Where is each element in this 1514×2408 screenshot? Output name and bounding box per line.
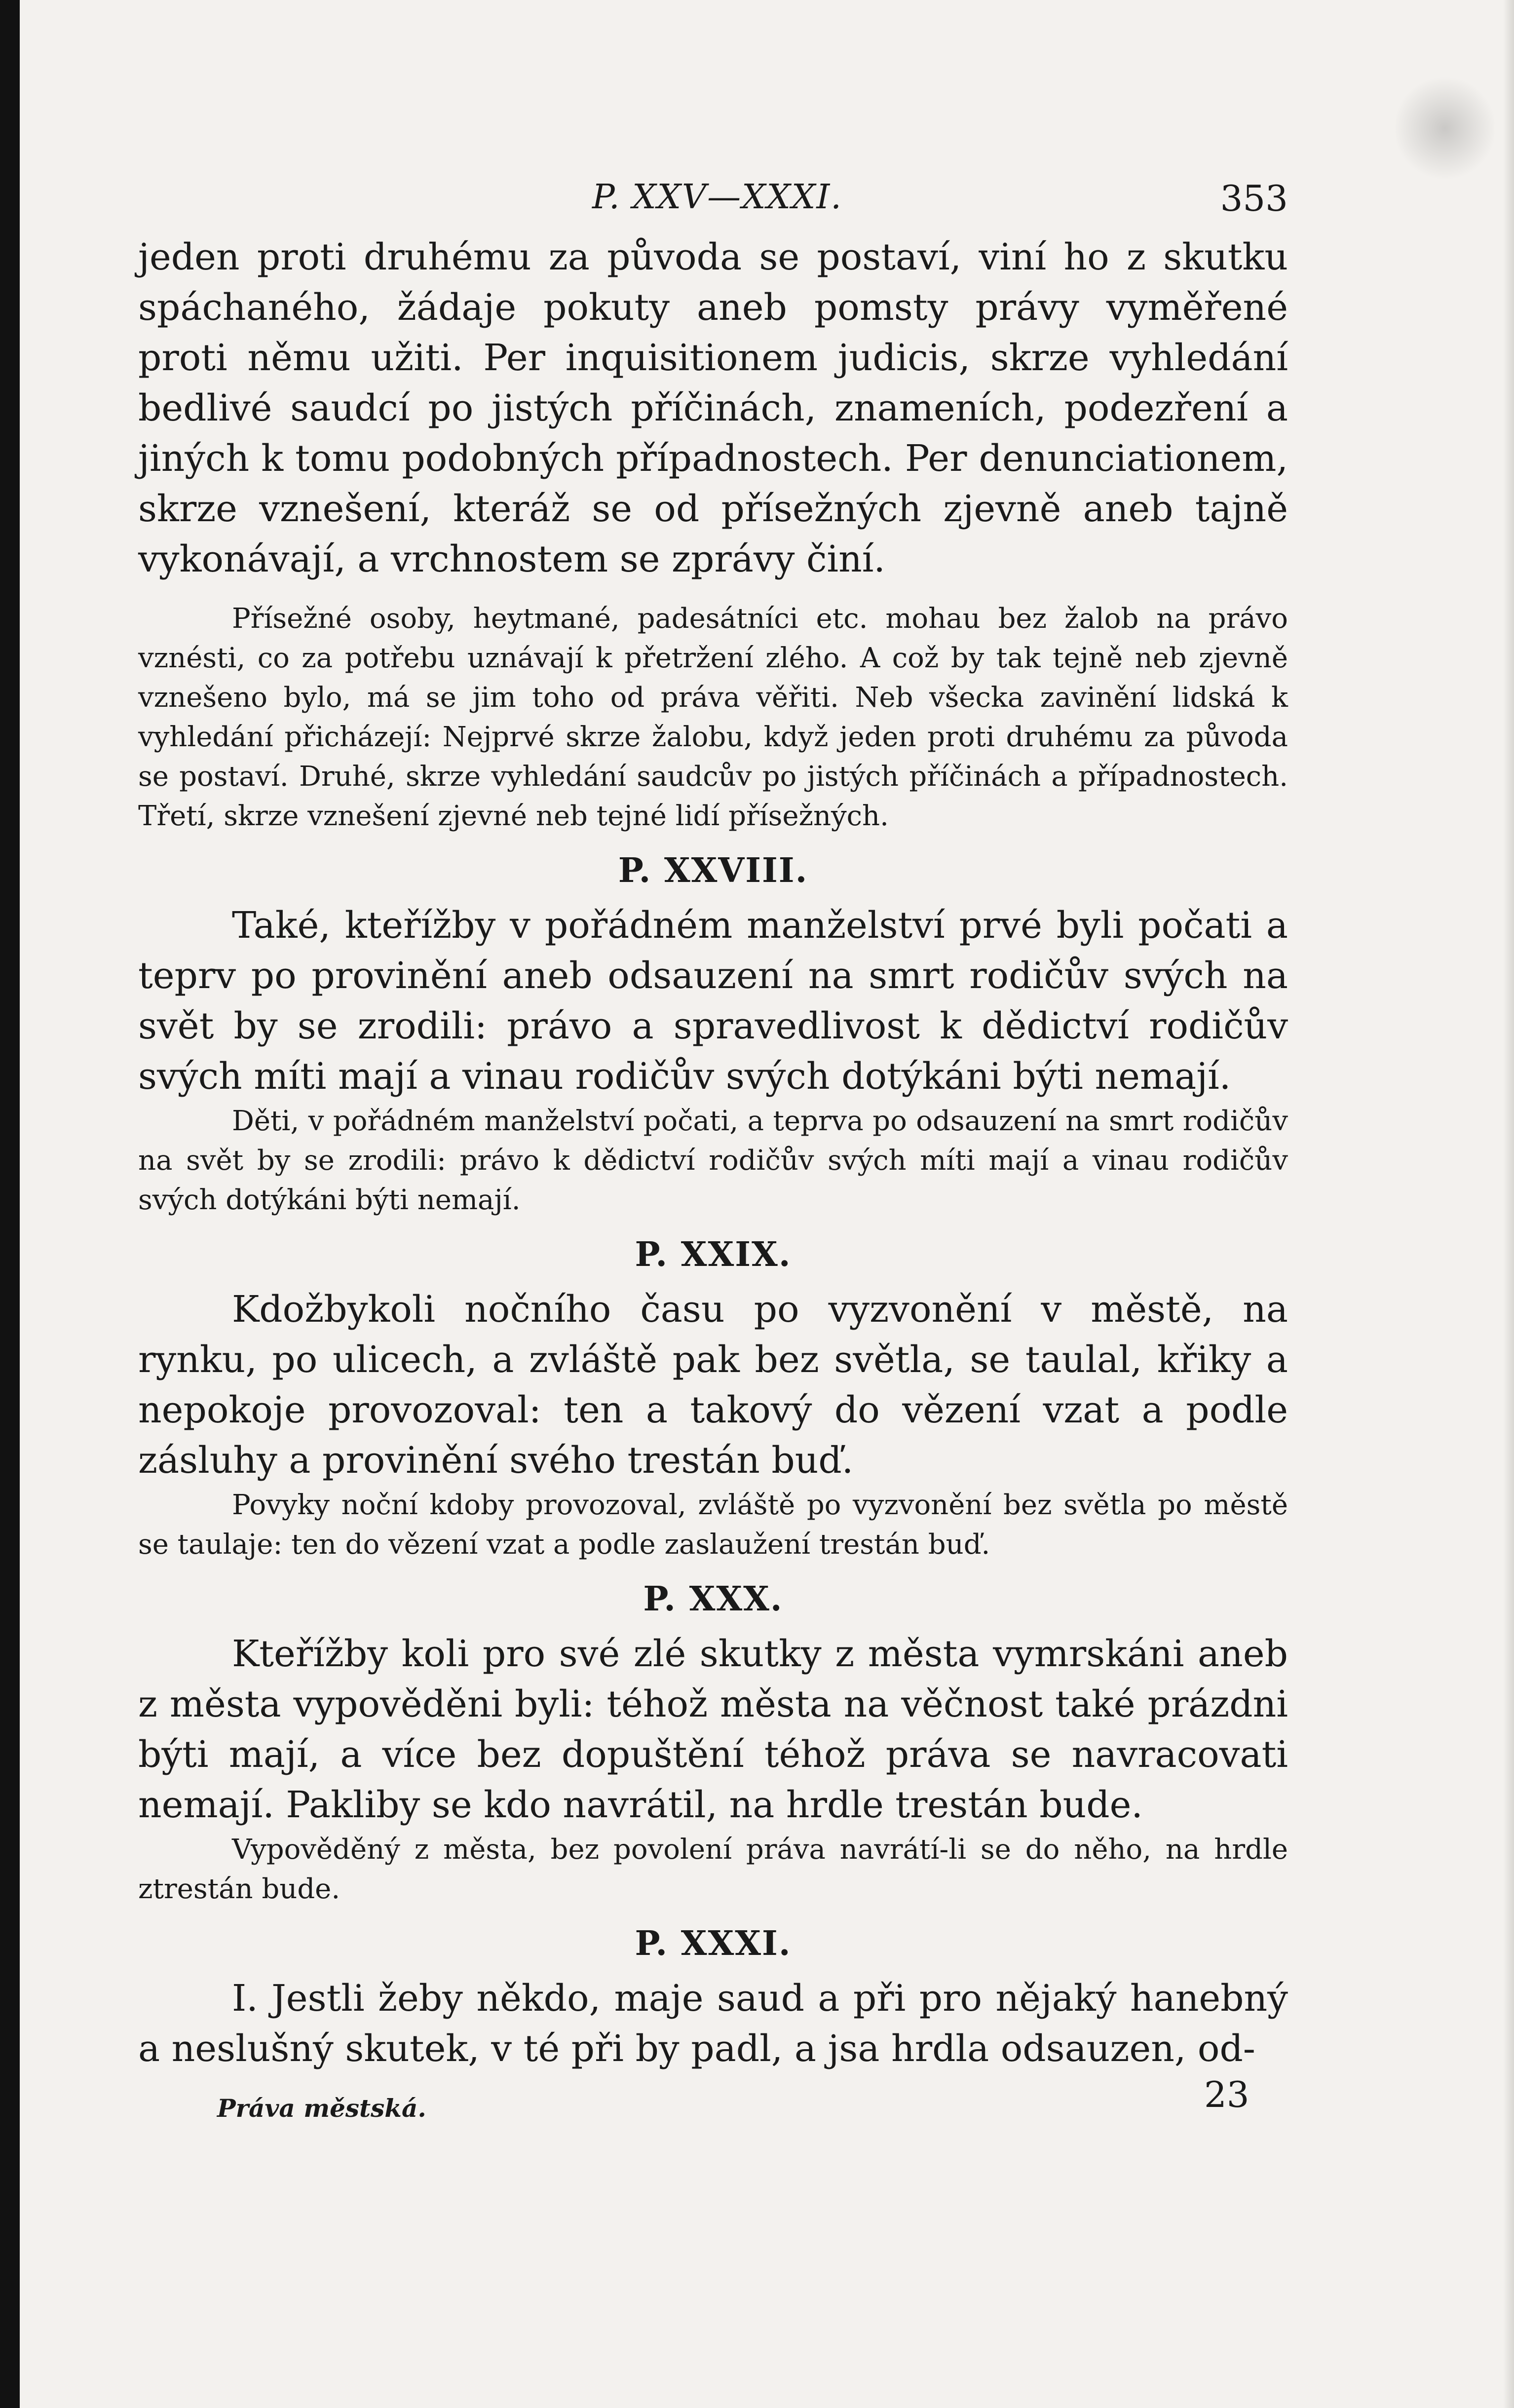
section-heading-31: P. XXXI. bbox=[635, 1924, 792, 1963]
section-31-text: I. Jestli žeby někdo, maje saud a při pro nějaký hanebný a neslušný skutek, v té při by padl, a jsa hrdla odsauzen, od- bbox=[138, 1977, 1288, 2070]
ink-blot bbox=[1396, 74, 1494, 183]
page-content bbox=[138, 178, 1288, 2133]
section-29-note: Povyky noční kdoby provozoval, zvláště po vyzvonění bez světla po městě se taulaje: ten do vězení vzat a podle zaslaužení trestán buď. bbox=[138, 1489, 1288, 1561]
footer-signature: Práva městská. bbox=[217, 2094, 426, 2123]
section-28-text: Také, kteřížby v pořádném manželství prvé byli počati a teprv po provinění aneb odsauzení na smrt rodičův svých na svět by se zrodili: právo a spravedlivost k dědictví rodičův svých míti mají a vinau rodičův svých dotýkáni býti nemají. bbox=[138, 904, 1288, 1098]
section-heading-28: P. XXVIII. bbox=[618, 851, 808, 890]
book-page bbox=[20, 0, 1514, 2408]
section-30-text: Kteřížby koli pro své zlé skutky z města vymrskáni aneb z města vypověděni byli: téhož města na věčnost také prázdni býti mají, a více bez dopuštění téhož práva se navracovati nemají. Pakliby se kdo navrátil, na hrdle trestán bude. bbox=[138, 1633, 1288, 1826]
page-footer bbox=[138, 2074, 1288, 2133]
section-29-text: Kdožbykoli nočního času po vyzvonění v městě, na rynku, po ulicech, a zvláště pak bez světla, se taulal, křiky a nepokoje provozoval: ten a takový do vězení vzat a podle zásluhy a provinění svého trestán buď. bbox=[138, 1288, 1288, 1482]
section-28-note: Děti, v pořádném manželství počati, a teprva po odsauzení na smrt rodičův na svět by se zrodili: právo k dědictví rodičův svých míti mají a vinau rodičův svých dotýkáni býti nemají. bbox=[138, 1105, 1288, 1216]
page-number: 353 bbox=[1220, 178, 1288, 219]
sheet-mark: 23 bbox=[1204, 2074, 1249, 2115]
section-heading-29: P. XXIX. bbox=[635, 1235, 792, 1274]
section-30-note: Vypověděný z města, bez povolení práva navrátí-li se do něho, na hrdle ztrestán bude. bbox=[138, 1834, 1288, 1905]
section-heading-30: P. XXX. bbox=[643, 1579, 783, 1619]
running-head: P. XXV—XXXI. bbox=[592, 178, 842, 217]
page-header bbox=[138, 178, 1288, 232]
page-right-edge bbox=[1503, 0, 1514, 2408]
intro-note: Přísežné osoby, heytmané, padesátníci etc. mohau bez žalob na právo vznésti, co za potřebu uznávají k přetržení zlého. A což by tak tejně neb zjevně vznešeno bylo, má se jim toho od práva věřiti. Neb všecka zavinění lidská k vyhledání přicházejí: Nejprvé skrze žalobu, když jeden proti druhému za původa se postaví. Druhé, skrze vyhledání saudcův po jistých příčinách a případnostech. Třetí, skrze vznešení zjevné neb tejné lidí přísežných. bbox=[138, 603, 1288, 832]
intro-paragraph: jeden proti druhému za původa se postaví, viní ho z skutku spáchaného, žádaje pokuty aneb pomsty právy vyměřené proti němu užiti. Per inquisitionem judicis, skrze vyhledání bedlivé saudcí po jistých příčinách, znameních, podezření a jiných k tomu podobných případnostech. Per denunciationem, skrze vznešení, kteráž se od přísežných zjevně aneb tajně vykonávají, a vrchnostem se zprávy činí. bbox=[138, 236, 1288, 580]
scan-dark-edge bbox=[0, 0, 20, 2408]
